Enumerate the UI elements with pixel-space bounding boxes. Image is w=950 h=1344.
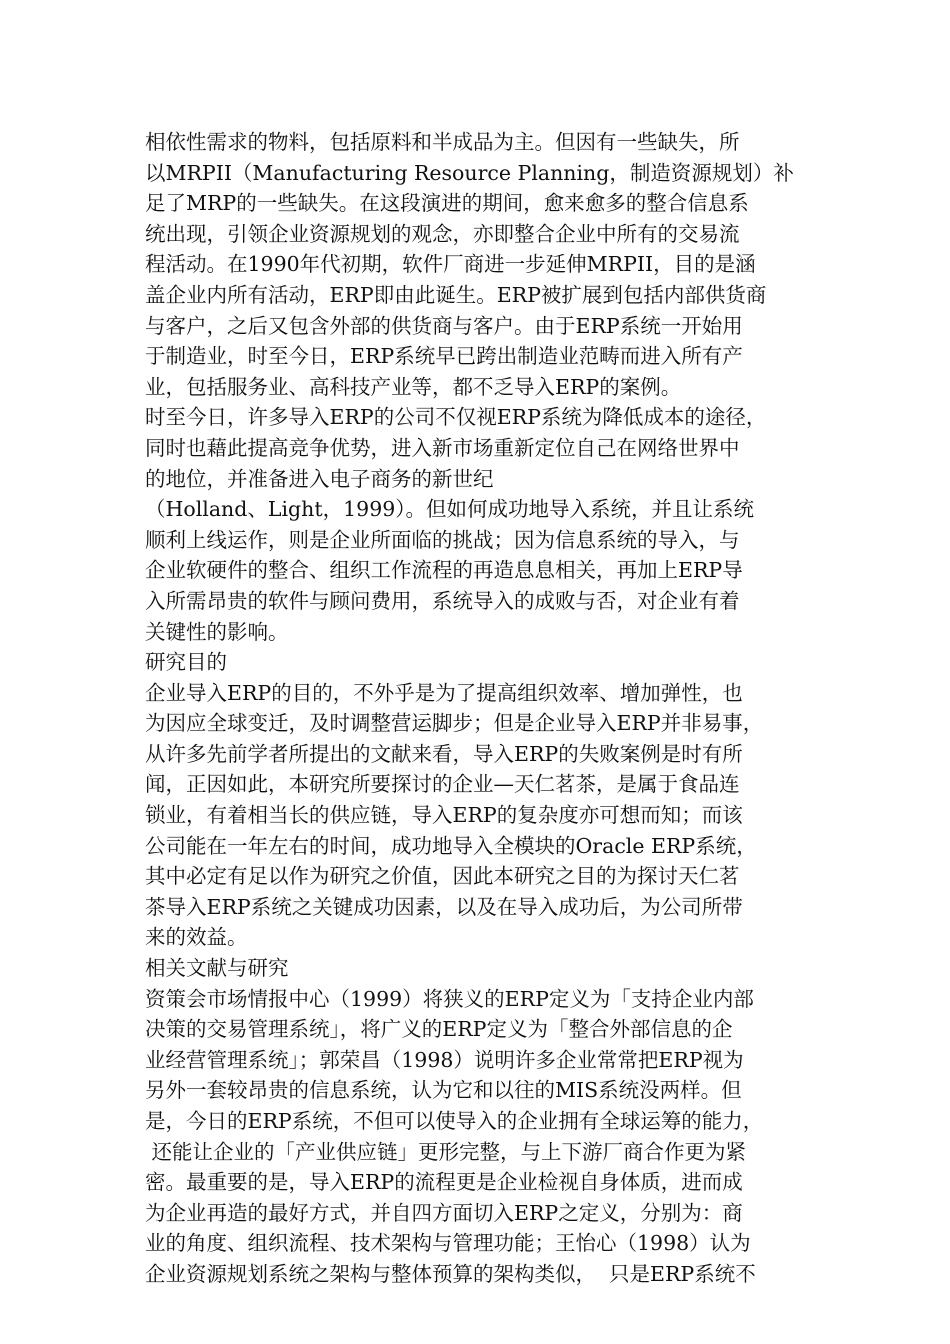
- text-line: 盖企业内所有活动，ERP即由此诞生。ERP被扩展到包括内部供货商: [145, 282, 767, 307]
- text-line: 是，今日的ERP系统，不但可以使导入的企业拥有全球运筹的能力，: [145, 1109, 764, 1133]
- text-line: 以MRPII（Manufacturing Resource Planning，制造资源规划）补: [145, 160, 794, 185]
- text-line: 程活动。在1990年代初期，软件厂商进一步延伸MRPII，目的是涵: [145, 252, 756, 277]
- text-line: 决策的交易管理系统」，将广义的ERP定义为「整合外部信息的企: [145, 1017, 733, 1042]
- section-heading: 相关文献与研究: [145, 956, 289, 981]
- text-line: 企业软硬件的整合、组织工作流程的再造息息相关，再加上ERP导: [145, 558, 743, 583]
- text-line: 其中必定有足以作为研究之价值，因此本研究之目的为探讨天仁茗: [145, 864, 740, 889]
- text-line: 企业导入ERP的目的，不外乎是为了提高组织效率、增加弹性，也: [145, 680, 743, 705]
- text-line: 的地位，并准备进入电子商务的新世纪: [145, 466, 494, 491]
- text-line: 顺利上线运作，则是企业所面临的挑战；因为信息系统的导入，与: [145, 527, 740, 552]
- text-line: 相依性需求的物料，包括原料和半成品为主。但因有一些缺失，所: [145, 130, 740, 154]
- text-line: 还能让企业的「产业供应链」更形完整，与上下游厂商合作更为紧: [145, 1139, 747, 1164]
- text-line: 企业资源规划系统之架构与整体预算的架构类似， 只是ERP系统不: [145, 1261, 756, 1286]
- text-line: 时至今日，许多导入ERP的公司不仅视ERP系统为降低成本的途径，: [145, 405, 767, 430]
- text-line: 公司能在一年左右的时间，成功地导入全模块的Oracle ERP系统，: [145, 833, 757, 858]
- text-line: 统出现，引领企业资源规划的观念，亦即整合企业中所有的交易流: [145, 221, 740, 246]
- document-body-text: [145, 127, 805, 1290]
- text-line: 资策会市场情报中心（1999）将狭义的ERP定义为「支持企业内部: [145, 986, 754, 1011]
- text-line: 闻，正因如此，本研究所要探讨的企业—天仁茗茶，是属于食品连: [145, 772, 740, 797]
- text-line: 业，包括服务业、高科技产业等，都不乏导入ERP的案例。: [145, 374, 682, 399]
- text-line: （Holland、Light，1999）。但如何成功地导入系统，并且让系统: [145, 497, 755, 522]
- text-line: 于制造业，时至今日，ERP系统早已跨出制造业范畴而进入所有产: [145, 344, 743, 369]
- text-line: 与客户，之后又包含外部的供货商与客户。由于ERP系统一开始用: [145, 313, 743, 338]
- text-line: 关键性的影响。: [145, 619, 289, 644]
- text-line: 同时也藉此提高竞争优势，进入新市场重新定位自己在网络世界中: [145, 435, 740, 460]
- text-line: 密。最重要的是，导入ERP的流程更是企业检视自身体质，进而成: [145, 1170, 743, 1195]
- text-line: 为因应全球变迁，及时调整营运脚步；但是企业导入ERP并非易事，: [145, 711, 764, 736]
- section-heading: 研究目的: [145, 650, 227, 675]
- text-line: 足了MRP的一些缺失。在这段演进的期间，愈来愈多的整合信息系: [145, 191, 749, 216]
- text-line: 业经营管理系统」；郭荣昌（1998）说明许多企业常常把ERP视为: [145, 1047, 744, 1072]
- text-line: 入所需昂贵的软件与顾问费用，系统导入的成败与否，对企业有着: [145, 588, 740, 613]
- text-line: 来的效益。: [145, 925, 248, 950]
- text-line: 从许多先前学者所提出的文献来看，导入ERP的失败案例是时有所: [145, 741, 743, 766]
- text-line: 业的角度、组织流程、技术架构与管理功能；王怡心（1998）认为: [145, 1231, 751, 1256]
- text-line: 茶导入ERP系统之关键成功因素，以及在导入成功后，为公司所带: [145, 894, 743, 919]
- text-line: 为企业再造的最好方式，并自四方面切入ERP之定义，分别为：商: [145, 1200, 743, 1225]
- text-line: 锁业，有着相当长的供应链，导入ERP的复杂度亦可想而知；而该: [145, 803, 743, 828]
- text-line: 另外一套较昂贵的信息系统，认为它和以往的MIS系统没两样。但: [145, 1078, 742, 1103]
